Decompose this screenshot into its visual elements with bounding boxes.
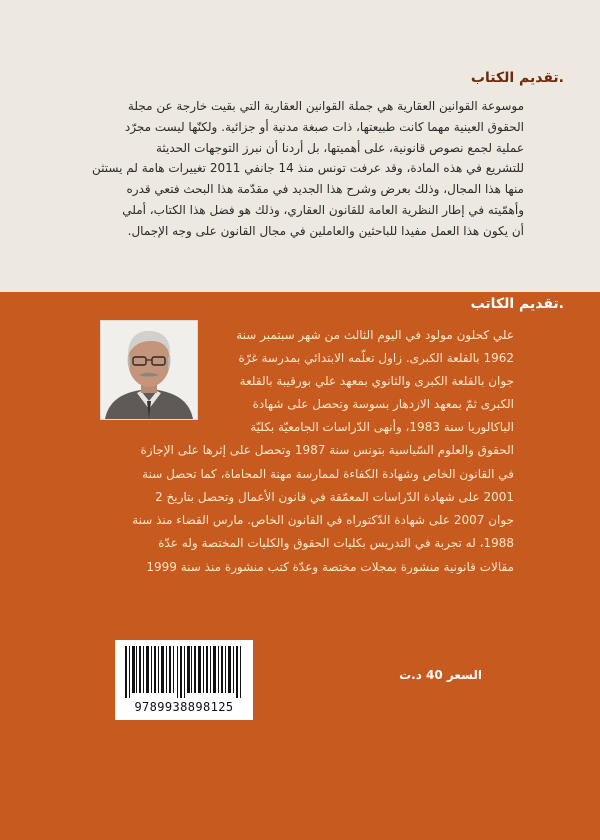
author-bio-line: في القانون الخاص وشهادة الكفاءة لممارسة مهنة المحاماة، كما تحصل سنة [142,466,514,481]
book-intro-heading: .تقديم الكتاب [470,70,564,86]
author-bio-line: الباكالوريا سنة 1983، وأنهى الدّراسات الجامعيّة بكليّة [250,420,514,434]
isbn-barcode [115,640,253,720]
author-bio-line: 1962 بالقلعة الكبرى. زاول تعلّمه الابتدائي بمدرسة غرّة [238,351,514,365]
isbn-number: 9789938898125 [134,700,234,714]
author-bio-full-width [18,416,514,579]
book-intro-text [38,96,524,242]
price-label: السعر 40 د.ت [399,668,482,682]
barcode-bars-graphic [123,646,245,698]
book-intro-line: للتشريع في هذه المادة، وقد عرفت تونس منذ 14 جانفي 2011 تغييرات هامة لم يستثن [92,161,524,176]
author-bio-line: 1988، له تجربة في التدريس بكليات الحقوق والكليات المختصة وله عدّة [158,536,514,551]
author-bio-line: علي كحلون مولود في اليوم الثالث من شهر سبتمبر سنة [236,328,514,342]
author-bio-beside-photo [114,324,514,416]
author-bio-line: الحقوق والعلوم السّياسية بتونس سنة 1987 وتحصل على إثرها على الإجازة [140,443,514,458]
author-intro-heading: .تقديم الكاتب [470,296,564,312]
book-intro-line: منها هذا المجال، وذلك بعرض وشرح هذا الجديد في مقدّمة هذا البحث فتعي قدره [126,182,524,197]
author-bio-line: جوان 2007 على شهادة الدّكتوراه في القانون الخاص. مارس القضاء منذ سنة [132,513,514,528]
author-bio-line: جوان بالقلعة الكبرى والثانوي بمعهد علي بورقيبة بالقلعة [239,374,514,388]
book-intro-line: موسوعة القوانين العقارية هي جملة القوانين العقارية التي بقيت خارجة عن مجلة [127,99,524,113]
book-intro-line: وأهمّيته في إطار النظرية العامة للقانون العقاري، وذلك هو فضل هذا الكتاب، أملي [122,202,524,217]
book-intro-line: عملية لجمع نصوص قانونية، على أهميتها، بل أردنا أن نبرز التوجهات الحديثة [155,140,524,155]
author-bio-line: الكبرى ثمّ بمعهد الازدهار بسوسة وتحصل على شهادة [252,397,514,411]
author-bio-line: مقالات قانونية منشورة بمجلات مختصة وعدّة كتب منشورة منذ سنة 1999 [146,559,514,574]
author-bio-line: 2001 على شهادة الدّراسات المعمّقة في قانون الأعمال وتحصل بتاريخ 2 [155,489,514,504]
book-intro-line: الحقوق العينية مهما كانت طبيعتها، ذات صبغة مدنية أو جزائية. ولكنّها ليست مجرّد [124,119,524,134]
book-intro-line: أن يكون هذا العمل مفيدا للباحثين والعاملين في مجال القانون على وجه الإجمال. [127,223,524,238]
